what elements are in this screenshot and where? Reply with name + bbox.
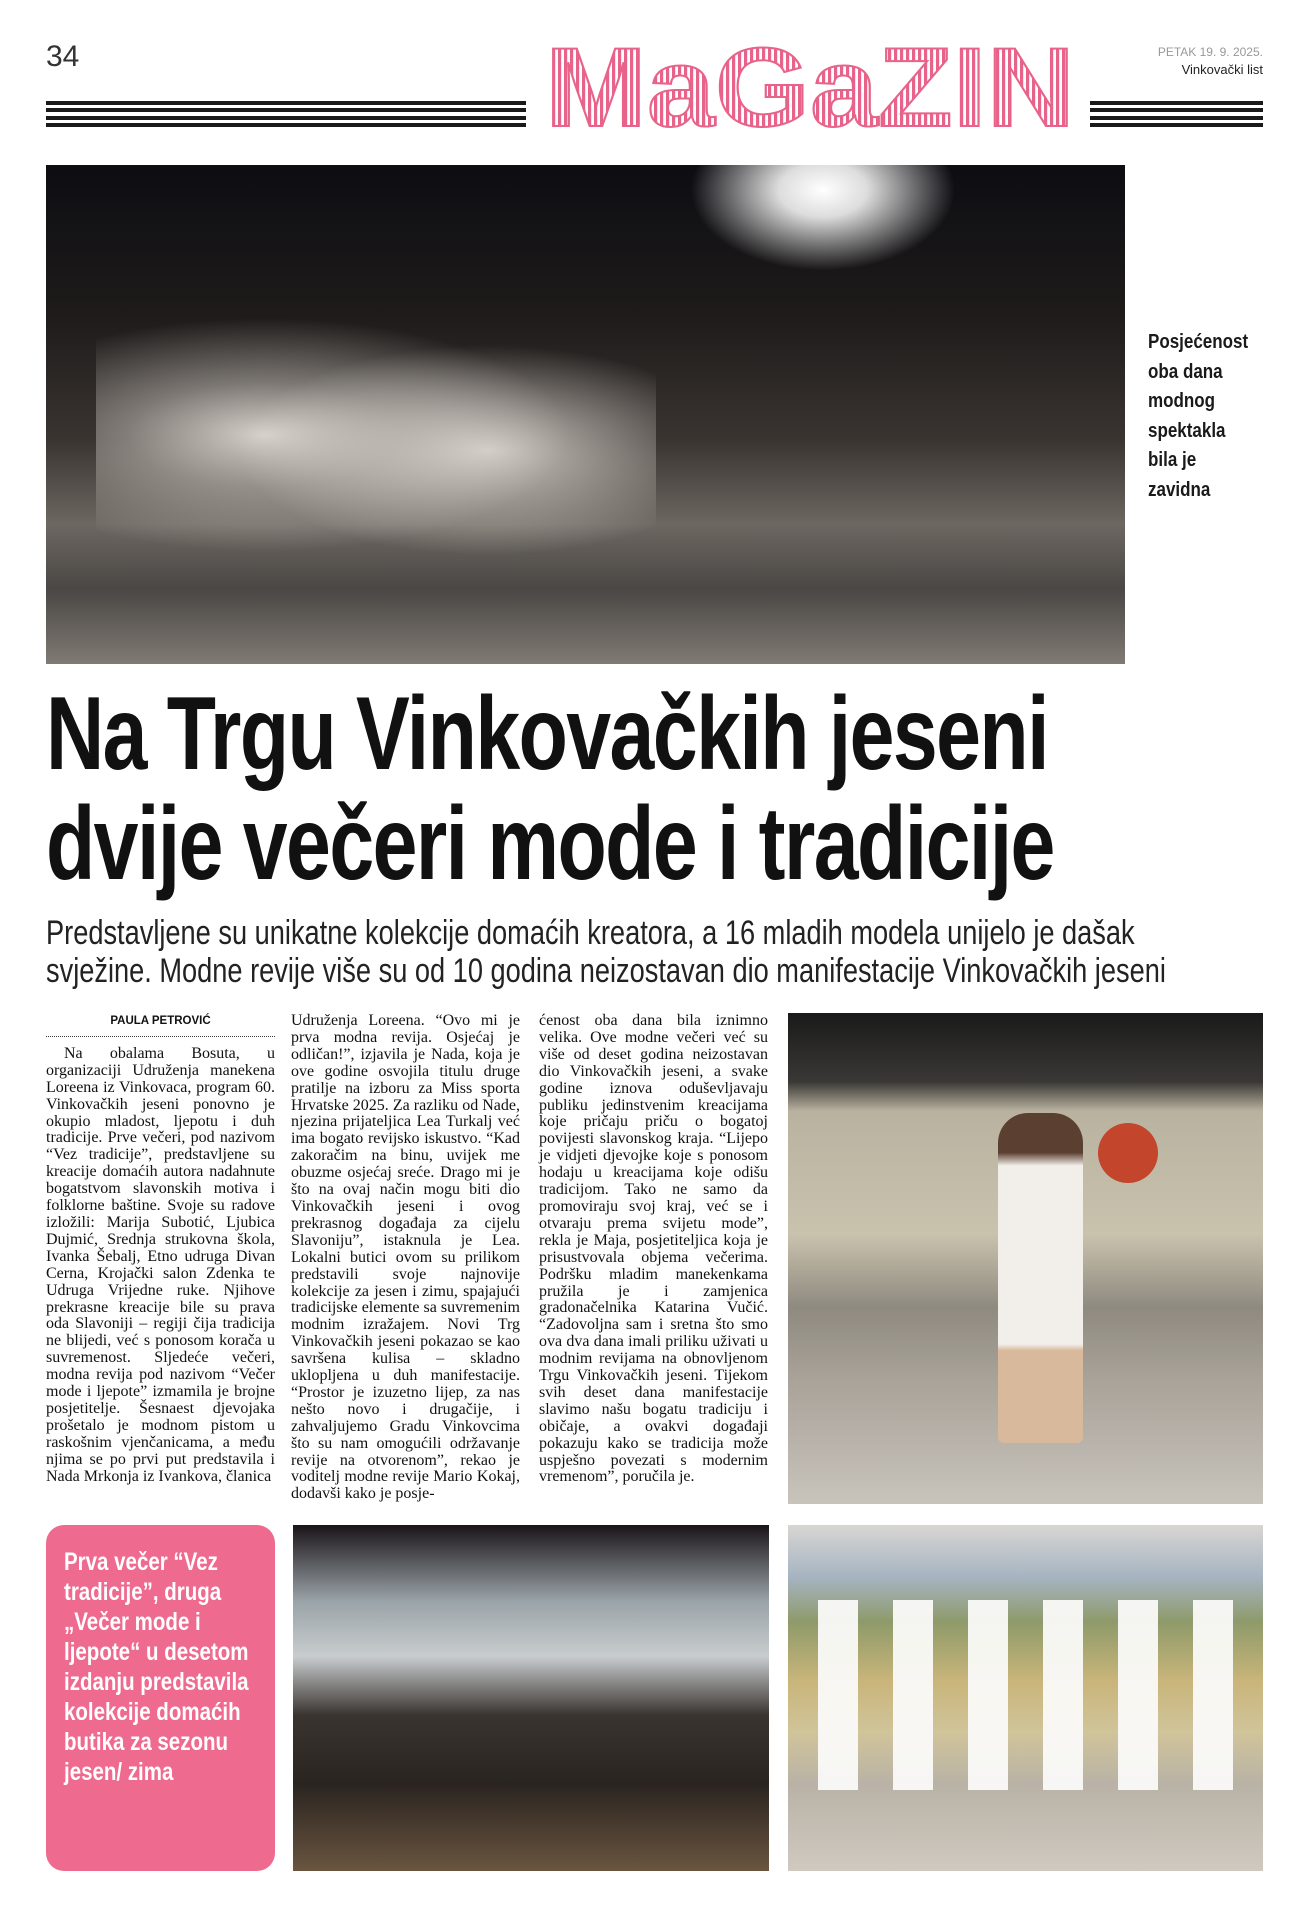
header-rule-right	[1090, 101, 1263, 127]
photo-models-folk-dresses	[788, 1525, 1263, 1871]
photo-model-white-dress	[788, 1013, 1263, 1504]
svg-text:MaGaZIN: MaGaZIN	[545, 40, 1075, 132]
issue-date	[1158, 44, 1263, 78]
date-text: PETAK 19. 9. 2025.	[1157, 45, 1263, 59]
apple-backdrop	[1098, 1123, 1158, 1183]
headline-line-1: Na Trgu Vinkovačkih jeseni	[46, 676, 1048, 792]
article-text: Udruženja Loreena. “Ovo mi je prva modna revija. Osjećaj je odličan!”, izjavila je Nada, koja je ove godine osvojila titulu druge pratilje na izboru za Miss sporta Hrvatske 2025. Za razliku od Nade, njezina prijateljica Lea Turkalj već ima bogato revijsko iskustvo. “Kad zakoračim na binu, uvijek me obuzme osjećaj sreće. Drago mi je što na ovaj način mogu biti dio Vinkovačkih jeseni i ovog prekrasnog događaja za cijelu Slavoniju”, istaknula je Lea. Lokalni butici ovom su prilikom predstavili svoje najnovije kolekcije za jesen i zimu, spajajući tradicijske elemente sa suvremenim modnim izražajem. Novi Trg Vinkovačkih jeseni pokazao se kao savršena kulisa – skladno uklopljena u duh manifestacije. “Prostor je izuzetno lijep, za nas nešto novo i drugačije, i zahvaljujemo Gradu Vinkovcima što su nam omogućili održavanje revije na otvorenom”, rekao je voditelj modne revije Mario Kokaj, dodavši kako je posje-	[291, 1012, 520, 1503]
subheadline-line-2: svježine. Modne revije više su od 10 godina neizostavan dio manifestacije Vinkovačkih jeseni	[46, 952, 1166, 990]
article-column-3	[539, 1013, 768, 1486]
subheadline-line-1: Predstavljene su unikatne kolekcije domaćih kreatora, a 16 mladih modela unijelo je dašak	[46, 914, 1135, 952]
article-text: Na obalama Bosuta, u organizaciji Udruženja manekena Loreena iz Vinkovaca, program 60. Vinkovačkih jeseni ponovno je okupio mladost, ljepotu i duh tradicije. Prve večeri, pod nazivom “Vez tradicije”, predstavljene su kreacije domaćih autora nadahnute bogatstvom slavonskih motiva i folklorne baštine. Svoje su radove izložili: Marija Subotić, Ljubica Dujmić, Srednja strukovna škola, Ivanka Šebalj, Etno udruga Divan Cerna, Krojački salon Zdenka te Udruga Vrijedne ruke. Njihove prekrasne kreacije bile su prava oda Slavoniji – regiji čija tradicija ne blijedi, već s ponosom korača u suvremenost. Sljedeće večeri, modna revija pod nazivom “Večer mode i ljepote” izmamila je brojne posjetitelje. Šesnaest djevojaka prošetalo je modnom pistom u raskošnim vjenčanicama, a među njima se po prvi put predstavila i Nada Mrkonja iz Ivankova, članica	[46, 1044, 275, 1485]
photo-crowd-aerial	[293, 1525, 769, 1871]
models-group	[798, 1600, 1258, 1790]
byline: PAULA PETROVIĆ	[46, 1013, 275, 1037]
page-number: 34	[46, 40, 80, 73]
highlight-text: Prva večer “Vez tradicije”, druga „Večer mode i ljepote“ u desetom izdanju predstavila kolekcije domaćih butika za sezonu jesen/ zima	[64, 1548, 249, 1786]
photo-caption: Posjećenost oba dana modnog spektakla bila je zavidna	[1148, 331, 1249, 501]
article-column-2	[291, 1013, 520, 1503]
highlight-box	[46, 1525, 275, 1871]
publication-name: Vinkovački list	[1181, 62, 1263, 77]
article-column-1	[46, 1013, 275, 1485]
models-in-wedding-dresses	[96, 285, 656, 585]
headline-line-2: dvije večeri mode i tradicije	[46, 786, 1054, 902]
article-text: ćenost oba dana bila iznimno velika. Ove modne večeri već su više od deset godina neizostavan dio Vinkovačkih jeseni, a svake godine iznova oduševljavaju publiku jedinstvenim kreacijama koje pričaju priču o bogatoj povijesti slavonskog kraja. “Lijepo je vidjeti djevojke koje s ponosom hodaju u kreacijama koje odišu tradicijom. Tako ne samo da promoviraju svoj kraj, već se i otvaraju prema svijetu mode”, rekla je Maja, posjetiteljica koja je prisustvovala objema večerima. Podršku mladim manekenkama pružila je i zamjenica gradonačelnika Katarina Vučić. “Zadovoljna sam i sretna što smo ova dva dana imali priliku uživati u modnim revijama na obnovljenom Trgu Vinkovačkih jeseni. Tijekom svih deset dana manifestacije slavimo našu bogatu tradiciju i običaje, a ovakvi događaji pokazuju kako se tradicija može uspješno povezati s modernim vremenom”, poručila je.	[539, 1012, 768, 1486]
model-figure	[998, 1113, 1083, 1443]
hero-photo-bridal-show	[46, 165, 1125, 664]
magazin-section-logo	[540, 40, 1080, 132]
header-rule-left	[46, 101, 526, 127]
